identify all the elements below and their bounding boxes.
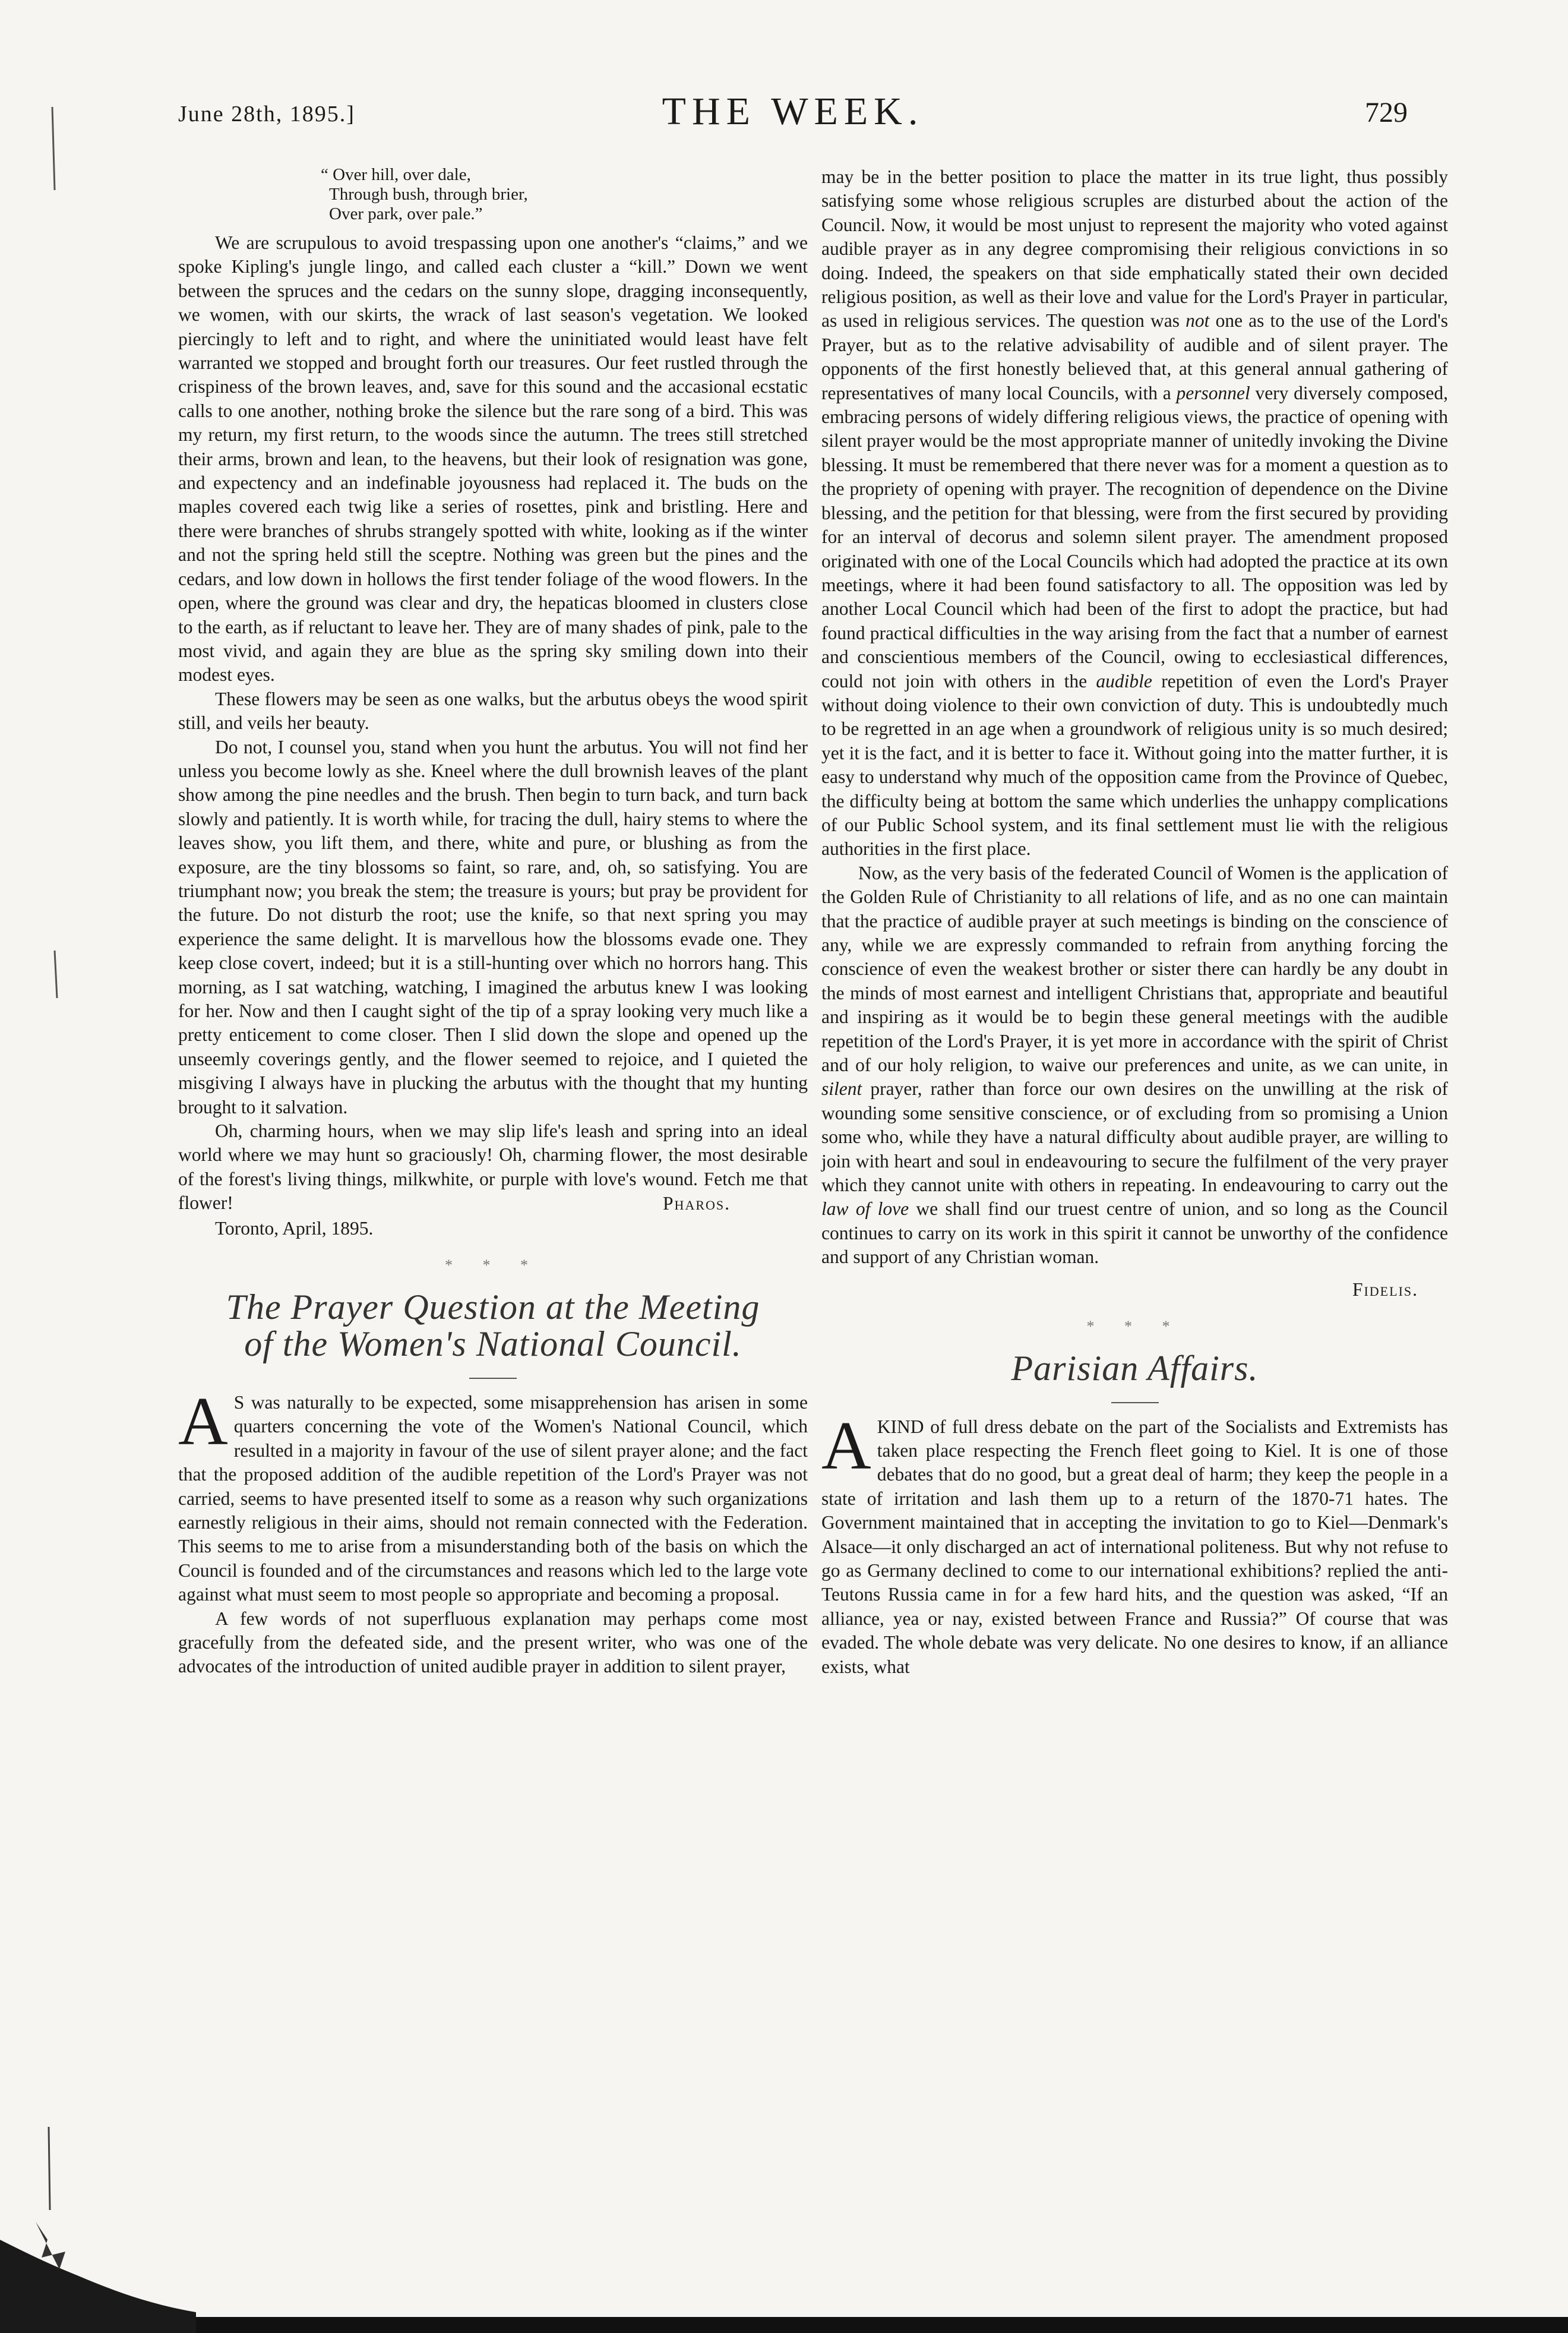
emphasis: law of love xyxy=(821,1198,909,1220)
section-separator: * * * xyxy=(1086,1318,1183,1336)
paragraph: A few words of not superfluous explanation may perhaps come most gracefully from the defeated side, and the present writer, who was one of the advocates of the introduction of united audible prayer in addition to silent prayer, xyxy=(178,1608,808,1677)
article-title: Parisian Affairs. xyxy=(1011,1348,1259,1388)
page-number: 729 xyxy=(1365,97,1408,128)
article-title: The Prayer Question at the Meeting of the Women's National Council. xyxy=(226,1287,760,1363)
paragraph-text: KIND of full dress debate on the part of the Socialists and Extremists has taken place respecting the French fleet going to Kiel. It is one of those debates that do no good, but a great deal of harm; they keep the people in a state of irritation and lash them up to a return of the 1870-71 hates. The Government maintained that in accepting the invitation to go to Kiel—Denmark's Alsace—it only discharged an act of international politeness. But why not refuse to go as Germany declined to come to our international exhibitions? replied the anti-Teutons Russia came in for a few hard hits, and the question was asked, “If an alliance, yea or nay, existed between France and Russia?” Of course that was evaded. The whole debate was very delicate. No one desires to know, if an alliance exists, what xyxy=(821,1416,1448,1677)
title-rule xyxy=(1111,1402,1159,1403)
emphasis: personnel xyxy=(1176,382,1250,403)
emphasis: silent xyxy=(821,1078,862,1100)
paragraph-text: S was naturally to be expected, some misapprehension has arisen in some quarters concerning the vote of the Women's National Council, which resulted in a majority in favour of the use of silent prayer alone; and the fact that the proposed addition of the audible repetition of the Lord's Prayer was not carried, seems to have presented itself to some as a reason why such organizations earnestly religious in their aims, should not remain connected with the Federation. This seems to me to arise from a misunderstanding both of the basis on which the Council is founded and of the circumstances and reasons which led to the large vote against what must seem to most people so appropriate and becoming a proposal. xyxy=(178,1391,808,1605)
paragraph xyxy=(821,861,1448,1270)
title-rule xyxy=(469,1378,517,1379)
text-run: we shall find our truest centre of union, and so long as the Council continues to carry on its work in this spirit it cannot be unworthy of the confidence and support of any Christian woman. xyxy=(821,1198,1449,1268)
paragraph: Do not, I counsel you, stand when you hunt the arbutus. You will not find her unless you become lowly as she. Kneel where the dull brownish leaves of the plant show among the pine needles and the brush. Then begin to turn back, and turn back slowly and patiently. It is worth while, for tracing the dull, hairy stems to where the leaves show, you lift them, and there, white and pure, or blushing as from the exposure, are the tiny blossoms so faint, so rare, and, oh, so satisfying. You are triumphant now; you break the stem; the treasure is yours; but pray be provident for the future. Do not disturb the root; use the knife, so that next spring you may experience the same delight. It is marvellous how the blossoms evade one. They keep close covert, indeed; but it is a still-hunting over which no horrors hang. This morning, as I sat watching, watching, I imagined the arbutus knew I was looking for her. Now and then I caught sight of the tip of a spray looking very much like a pretty enticement to come closer. Then I slid down the slope and opened up the unseemly coverings gently, and the flower seemed to rejoice, and I quieted the misgiving I always have in plucking the arbutus with the thought that my hunting brought to it salvation. xyxy=(178,736,808,1117)
publication-title: THE WEEK. xyxy=(662,90,924,133)
author-signature: Fidelis. xyxy=(1352,1278,1418,1300)
left-column xyxy=(178,165,808,1679)
text-run: Now, as the very basis of the federated Council of Women is the application of the Golden Rule of Christianity to all relations of life, and as no one can maintain that the practice of audible prayer at such meetings is binding on the conscience of any, while we are expressly commanded to refrain from anything forcing the conscience of even the weakest brother or sister there can hardly be any doubt in the minds of most earnest and intelligent Christians that, appropriate and beautiful and inspiring as it would be to begin these general meetings with the audible repetition of the Lord's Prayer, it is yet more in accordance with the spirit of Christ and of our holy religion, to waive our preferences and unite, as we can unite, in xyxy=(821,862,1448,1076)
section-separator: * * * xyxy=(445,1257,541,1274)
emphasis: not xyxy=(1186,310,1210,332)
text-run: repetition of even the Lord's Prayer without doing violence to their own conviction of duty. This is undoubtedly much to be regretted in an age when a groundwork of religious unity is so much desired; yet it is the fact, and it is better to face it. Without going into the matter further, it is easy to understand why much of the opposition came from the Province of Quebec, the difficulty being at bottom the same which underlies the unhappy complications of our Public School system, and its final settlement must lie with the religious authorities in the first place. xyxy=(821,670,1448,860)
poem-line: Over park, over pale.” xyxy=(329,204,483,223)
poem-line: “ Over hill, over dale, xyxy=(321,165,471,184)
text-run: prayer, rather than force our own desires on the unwilling at the risk of wounding some sensitive conscience, or of excluding from so promising a Union some who, while they have a natural difficulty about audible prayer, are willing to join with heart and soul in endeavouring to secure the fulfilment of the very prayer which they cannot unite with others in repeating. In endeavouring to carry out the xyxy=(821,1078,1448,1196)
paragraph: We are scrupulous to avoid trespassing upon one another's “claims,” and we spoke Kipling's jungle lingo, and called each cluster a “kill.” Down we went between the spruces and the cedars on the sunny slope, dragging inconsequently, we women, with our skirts, the wrack of last season's vegetation. We looked piercingly to left and to right, and where the uninitiated would least have felt warranted we stopped and brought forth our treasures. Our feet rustled through the crispiness of the brown leaves, and, save for this sound and the accasional ecstatic calls to one another, nothing broke the silence but the rare song of a bird. This was my return, my first return, to the woods since the autumn. The trees still stretched their arms, brown and lean, to the heavens, but their look of resignation was gone, and expectency and an indefinable joyousness had replaced it. The buds on the maples covered each twig like a series of rosettes, pink and bristling. Here and there were branches of shrubs strangely spotted with white, looking as if the winter and not the spring held still the sceptre. Nothing was green but the pines and the cedars, and low down in hollows the first tender foliage of the wood flowers. In the open, where the ground was clear and dry, the hepaticas bloomed in clusters close to the earth, as if reluctant to leave her. They are of many shades of pink, pale to the most vivid, and again they are blue as the spring sky smiling down into their modest eyes. xyxy=(178,232,808,686)
paragraph xyxy=(178,1383,808,1607)
page-header xyxy=(178,89,1408,143)
paragraph xyxy=(821,1407,1448,1679)
paragraph xyxy=(821,165,1448,861)
paragraph: These flowers may be seen as one walks, but the arbutus obeys the wood spirit still, and veils her beauty. xyxy=(178,688,808,734)
text-run: very diversely composed, embracing persons of widely differing religious views, the practice of opening with silent prayer would be the most appropriate manner of unitedly invoking the Divine blessing. It must be remembered that there never was for a moment a question as to the propriety of opening with prayer. The recognition of dependence on the Divine blessing, and the petition for that blessing, were from the first secured by providing for an interval of decorus and solemn silent prayer. The amendment proposed originated with one of the Local Councils which had adopted the practice at its own meetings, where it had been found satisfactory to all. The opposition was led by another Local Council which had been of the first to adopt the practice, but had found practical difficulties in the way arising from the fact that a number of earnest and conscientious members of the Council, owing to ecclesiastical differences, could not join with others in the xyxy=(821,382,1448,692)
author-signature: Pharos. xyxy=(663,1192,731,1214)
text-run: may be in the better position to place the matter in its true light, thus possibly satisfying some whose religious scruples are disturbed about the action of the Council. Now, it would be most unjust to represent the majority who voted against audible prayer as in any degree compromising their religious convictions in so doing. Indeed, the speakers on that side emphatically stated their own decided religious position, as well as their love and value for the Lord's Prayer in particular, as used in religious services. The question was xyxy=(821,166,1448,332)
emphasis: audible xyxy=(1096,670,1152,692)
dateline: Toronto, April, 1895. xyxy=(215,1218,374,1239)
right-column xyxy=(821,165,1448,1679)
drop-cap: A xyxy=(821,1407,871,1484)
paragraph: Oh, charming hours, when we may slip life's leash and spring into an ideal world where we may hunt so graciously! Oh, charming flower, the most desirable of the forest's living things, milkwhite, or purple with love's wound. Fetch me that flower! xyxy=(178,1120,808,1214)
text-run: one as to the use of the Lord's Prayer, but as to the relative advisability of audible and of silent prayer. The opponents of the first honestly believed that, at this general annual gathering of representatives of many local Councils, with a xyxy=(821,310,1449,403)
issue-date: June 28th, 1895.] xyxy=(178,102,355,127)
drop-cap: A xyxy=(178,1383,228,1460)
poem-line: Through bush, through brier, xyxy=(329,185,528,204)
poem-quote xyxy=(321,165,808,224)
